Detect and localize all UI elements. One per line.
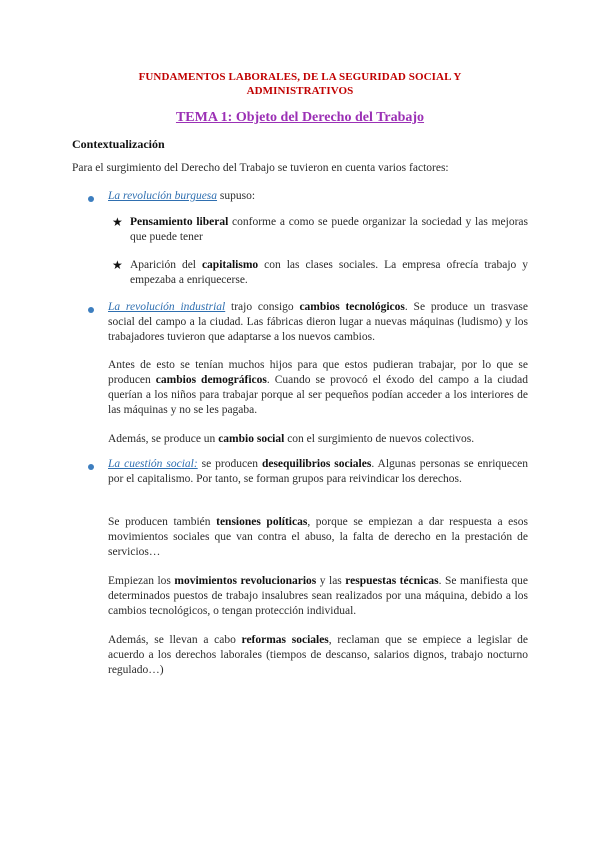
- bullet-3-paragraph-3: Empiezan los movimientos revolucionarios y las respuestas técnicas. Se manifiesta que determinados puestos de trabajo insalubres sean realizados por una máquina, debido a los cambios tecnológicos, o tengan protección individual.: [108, 575, 528, 617]
- bullet-icon: [88, 464, 94, 470]
- topic-heading: [120, 110, 480, 126]
- star-item-1: Pensamiento liberal conforme a como se puede organizar la sociedad y las mejoras que puede tener: [130, 216, 528, 243]
- bullet-3-text: La cuestión social: se producen desequilibrios sociales. Algunas personas se enriquecen por el capitalismo. Por tanto, se forman grupos para reivindicar los derechos.: [108, 458, 528, 485]
- bullet-3-paragraph-2: Se producen también tensiones políticas, porque se empiezan a dar respuesta a esos movimientos sociales que van contra el abuso, la falta de derecho en la prestación de servicios…: [108, 516, 528, 558]
- title-line-2: ADMINISTRATIVOS: [246, 85, 354, 97]
- link-cuestion-social[interactable]: La cuestión social:: [108, 458, 198, 470]
- bullet-2-paragraph-3: Además, se produce un cambio social con el surgimiento de nuevos colectivos.: [108, 433, 475, 445]
- bullet-icon: [88, 307, 94, 313]
- bullet-1-text: La revolución burguesa supuso:: [108, 190, 256, 202]
- star-item-2: Aparición del capitalismo con las clases sociales. La empresa ofrecía trabajo y empezaba a enriquecerse.: [130, 259, 528, 286]
- intro-paragraph: Para el surgimiento del Derecho del Trabajo se tuvieron en cuenta varios factores:: [72, 162, 449, 174]
- link-revolucion-burguesa[interactable]: La revolución burguesa: [108, 190, 218, 202]
- star-icon: ★: [112, 258, 123, 272]
- title-line-1: FUNDAMENTOS LABORALES, DE LA SEGURIDAD SOCIAL Y: [138, 71, 462, 83]
- bullet-icon: [88, 196, 94, 202]
- bullet-2-text: La revolución industrial trajo consigo cambios tecnológicos. Se produce un trasvase social del campo a la ciudad. Las fábricas dieron lugar a nuevas máquinas (ludismo) y los trabajadores tuvieron que adaptarse a los nuevos cambios.: [108, 301, 528, 343]
- topic-title: TEMA 1: Objeto del Derecho del Trabajo: [175, 110, 425, 125]
- link-revolucion-industrial[interactable]: La revolución industrial: [108, 301, 226, 313]
- bullet-3-paragraph-4: Además, se llevan a cabo reformas sociales, reclaman que se empiece a legislar de acuerdo a los derechos laborales (tiempos de descanso, salarios dignos, trabajo nocturno regulado…): [108, 634, 528, 676]
- section-heading: Contextualización: [72, 137, 165, 151]
- document-title: [120, 70, 480, 98]
- bullet-2-paragraph-2: Antes de esto se tenían muchos hijos para que estos pudieran trabajar, por lo que se producen cambios demográficos. Cuando se provocó el éxodo del campo a la ciudad querían a los niños para trabajar porque al ser pequeños podían acceder a los interiores de las máquinas y no se les pagaba.: [108, 359, 528, 416]
- star-icon: ★: [112, 215, 123, 229]
